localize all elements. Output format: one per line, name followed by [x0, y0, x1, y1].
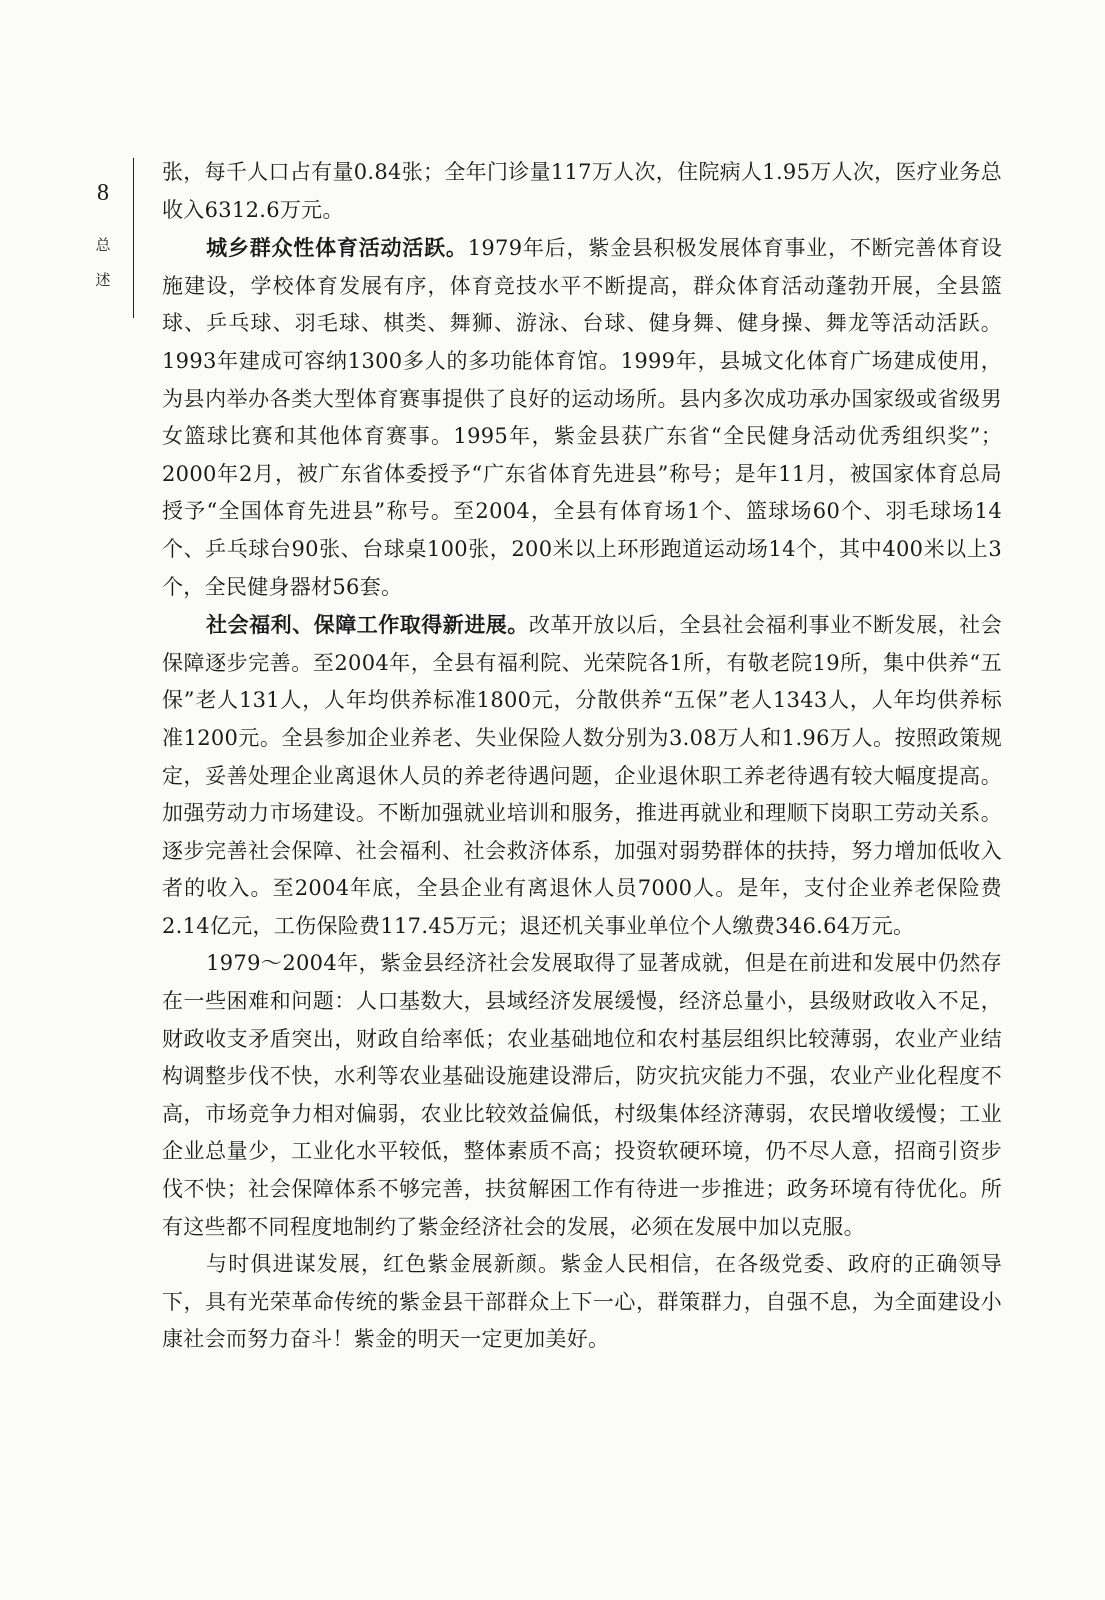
paragraph-lead: 城乡群众性体育活动活跃。 [206, 235, 468, 261]
paragraph-sports [162, 229, 1002, 606]
paragraph-problems [162, 945, 1002, 1246]
paragraph-text: 改革开放以后，全县社会福利事业不断发展，社会保障逐步完善。至2004年，全县有福利院、光荣院各1所，有敬老院19所，集中供养“五保”老人131人，人年均供养标准1800元，分散供养“五保”老人1343人，人年均供养标准1200元。全县参加企业养老、失业保险人数分别为3.08万人和1.96万人。按照政策规定，妥善处理企业离退休人员的养老待遇问题，企业退休职工养老待遇有较大幅度提高。加强劳动力市场建设。不断加强就业培训和服务，推进再就业和理顺下岗职工劳动关系。逐步完善社会保障、社会福利、社会救济体系，加强对弱势群体的扶持，努力增加低收入者的收入。至2004年底，全县企业有离退休人员7000人。是年，支付企业养老保险费2.14亿元，工伤保险费117.45万元；退还机关事业单位个人缴费346.64万元。 [162, 613, 1002, 938]
paragraph-conclusion [162, 1246, 1002, 1359]
paragraph-welfare [162, 606, 1002, 945]
paragraph-text: 1979年后，紫金县积极发展体育事业，不断完善体育设施建设，学校体育发展有序，体育竞技水平不断提高，群众体育活动蓬勃开展，全县篮球、乒乓球、羽毛球、棋类、舞狮、游泳、台球、健身舞、健身操、舞龙等活动活跃。1993年建成可容纳1300多人的多功能体育馆。1999年，县城文化体育广场建成使用，为县内举办各类大型体育赛事提供了良好的运动场所。县内多次成功承办国家级或省级男女篮球比赛和其他体育赛事。1995年，紫金县获广东省“全民健身活动优秀组织奖”；2000年2月，被广东省体委授予“广东省体育先进县”称号；是年11月，被国家体育总局授予“全国体育先进县”称号。至2004，全县有体育场1个、篮球场60个、羽毛球场14个、乒乓球台90张、台球桌100张，200米以上环形跑道运动场14个，其中400米以上3个，全民健身器材56套。 [162, 236, 1002, 599]
paragraph-lead: 社会福利、保障工作取得新进展。 [206, 612, 529, 638]
margin-note [88, 178, 118, 306]
paragraph-text: 与时俱进谋发展，红色紫金展新颜。紫金人民相信，在各级党委、政府的正确领导下，具有光荣革命传统的紫金县干部群众上下一心，群策群力，自强不息，为全面建设小康社会而努力奋斗！紫金的明天一定更加美好。 [162, 1252, 1002, 1352]
section-title [95, 236, 111, 290]
body-text [162, 154, 1002, 1359]
paragraph-text: 1979～2004年，紫金县经济社会发展取得了显著成就，但是在前进和发展中仍然存在一些困难和问题：人口基数大，县域经济发展缓慢，经济总量小，县级财政收入不足，财政收支矛盾突出，财政自给率低；农业基础地位和农村基层组织比较薄弱，农业产业结构调整步伐不快，水利等农业基础设施建设滞后，防灾抗灾能力不强，农业产业化程度不高，市场竞争力相对偏弱，农业比较效益偏低，村级集体经济薄弱，农民增收缓慢；工业企业总量少，工业化水平较低，整体素质不高；投资软硬环境，仍不尽人意，招商引资步伐不快；社会保障体系不够完善，扶贫解困工作有待进一步推进；政务环境有待优化。所有这些都不同程度地制约了紫金经济社会的发展，必须在发展中加以克服。 [162, 951, 1002, 1239]
page-number: 8 [97, 180, 109, 206]
section-title-char: 述 [95, 271, 111, 289]
section-title-char: 总 [95, 236, 111, 254]
paragraph-text: 张，每千人口占有量0.84张；全年门诊量117万人次，住院病人1.95万人次，医疗业务总收入6312.6万元。 [162, 160, 1002, 222]
margin-divider [133, 158, 134, 318]
paragraph-continuation [162, 154, 1002, 229]
